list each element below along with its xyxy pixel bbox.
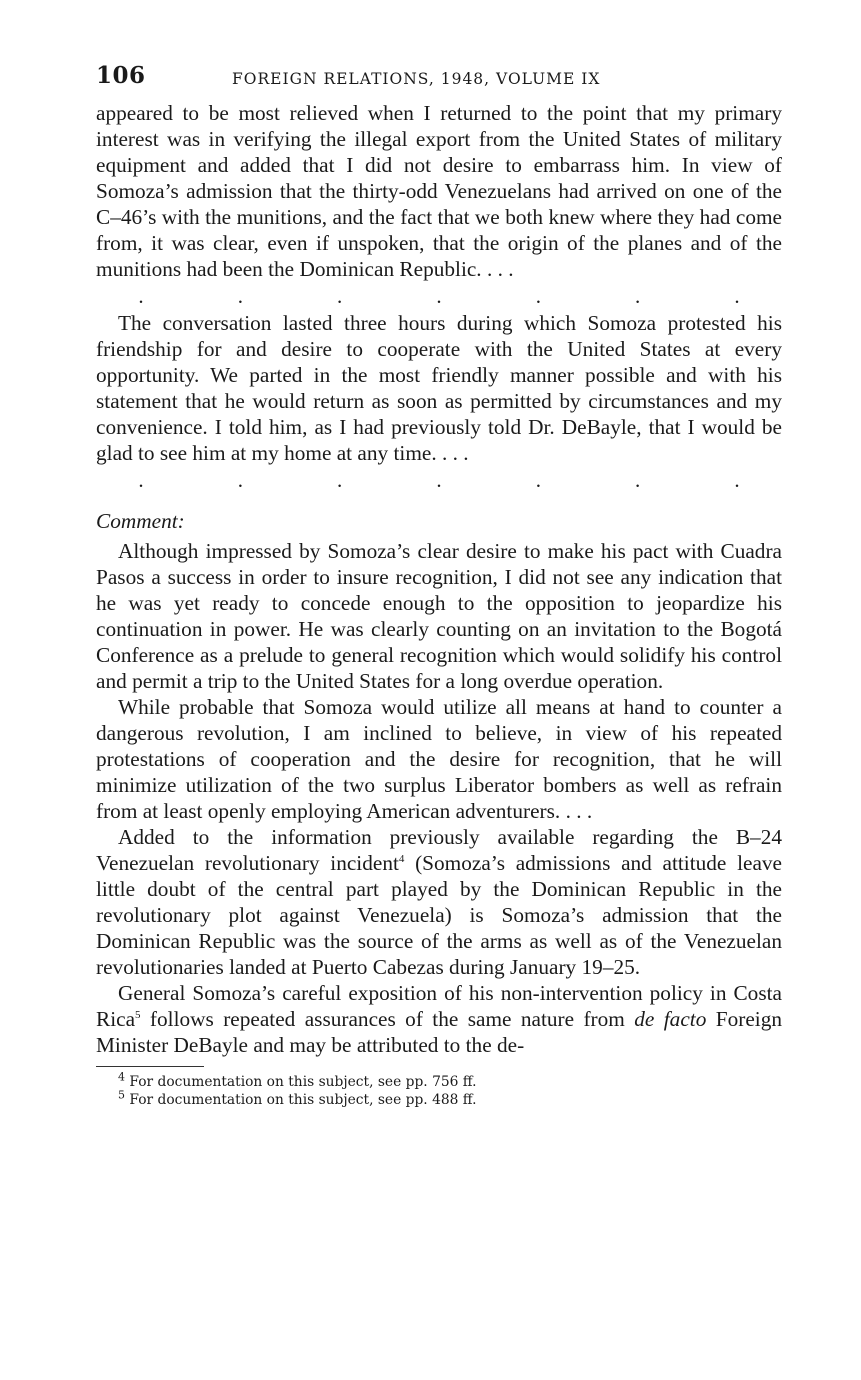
paragraph-6-text-a: General Somoza’s careful exposition of his non-intervention policy in Costa Rica (96, 981, 782, 1031)
paragraph-4: While probable that Somoza would utilize all means at hand to counter a dangerous revolution, I am inclined to believe, in view of his repeated protestations of cooperation and the desire for recognition, that he will minimize utilization of the two surplus Liberator bombers as well as refrain from at least openly employing American adventurers. . . . (96, 695, 782, 823)
ellipsis-dot: . (138, 284, 144, 308)
paragraph-2: The conversation lasted three hours during which Somoza protested his friendship for and desire to cooperate with the United States at every opportunity. We parted in the most friendly manner possible and with his statement that he would return as soon as permitted by circumstances and my convenience. I told him, as I had previously told Dr. DeBayle, that I would be glad to see him at my home at any time. . . . (96, 311, 782, 465)
paragraph-1: appeared to be most relieved when I returned to the point that my primary interest was in verifying the illegal export from the United States of military equipment and added that I did not desire to embarrass him. In view of Somoza’s admission that the thirty-odd Venezuelans had arrived on one of the C–46’s with the munitions, and the fact that we both knew where they had come from, it was clear, even if unspoken, that the origin of the planes and of the munitions had been the Dominican Republic. . . . (96, 101, 782, 281)
footnote-mark: 5 (118, 1088, 125, 1102)
paragraph-6-text-c: Foreign Minister DeBayle and may be attributed to the de- (96, 1007, 782, 1057)
footnote-ref-4: 4 (398, 852, 405, 865)
ellipsis-dot: . (237, 284, 243, 308)
paragraph-5-text-b: (Somoza’s admissions and attitude leave little doubt of the central part played by the Dominican Republic in the revolutionary plot against Venezuela) is Somoza’s admission that the Dominican Republic was the source of the arms as well as of the Venezuelan revolutionaries landed at Puerto Cabezas during January 19–25. (96, 851, 783, 979)
paragraph-3: Although impressed by Somoza’s clear desire to make his pact with Cuadra Pasos a success in order to insure recognition, I did not see any indication that he was yet ready to concede enough to the opposition to jeopardize his continuation in power. He was clearly counting on an invitation to the Bogotá Conference as a prelude to general recognition which would solidify his control and permit a trip to the United States for a long overdue operation. (96, 539, 782, 693)
running-head: FOREIGN RELATIONS, 1948, VOLUME IX (232, 70, 601, 88)
page-header (96, 60, 782, 100)
ellipsis-dot: . (337, 468, 343, 492)
document-page (96, 60, 782, 1109)
ellipsis-dot: . (734, 284, 740, 308)
ellipsis-dot: . (535, 468, 541, 492)
paragraph-6 (96, 980, 782, 1058)
body-text (96, 100, 782, 1058)
comment-heading: Comment: (96, 509, 185, 533)
ellipsis-dot: . (436, 284, 442, 308)
footnote-mark: 4 (118, 1070, 125, 1084)
ellipsis-dot: . (237, 468, 243, 492)
footnote-text: For documentation on this subject, see pp. 488 ff. (125, 1092, 477, 1108)
ellipsis-separator (96, 282, 782, 310)
ellipsis-dot: . (635, 468, 641, 492)
footnotes (96, 1070, 782, 1109)
ellipsis-dot: . (337, 284, 343, 308)
footnote-5 (118, 1088, 782, 1109)
ellipsis-dot: . (138, 468, 144, 492)
footnote-divider (96, 1066, 204, 1067)
paragraph-6-italic: de facto (634, 1007, 707, 1031)
ellipsis-separator (96, 466, 782, 494)
ellipsis-dot: . (535, 284, 541, 308)
footnote-text: For documentation on this subject, see pp. 756 ff. (125, 1074, 477, 1090)
paragraph-5-text-a: Added to the information previously available regarding the B–24 Venezuelan revolutionary incident (96, 825, 782, 875)
ellipsis-dot: . (734, 468, 740, 492)
ellipsis-dot: . (436, 468, 442, 492)
page-number: 106 (96, 62, 146, 89)
paragraph-5 (96, 824, 782, 980)
footnote-4 (118, 1070, 782, 1091)
ellipsis-dot: . (635, 284, 641, 308)
paragraph-6-text-b: follows repeated assurances of the same nature from (140, 1007, 635, 1031)
footnote-ref-5: 5 (135, 1008, 141, 1021)
